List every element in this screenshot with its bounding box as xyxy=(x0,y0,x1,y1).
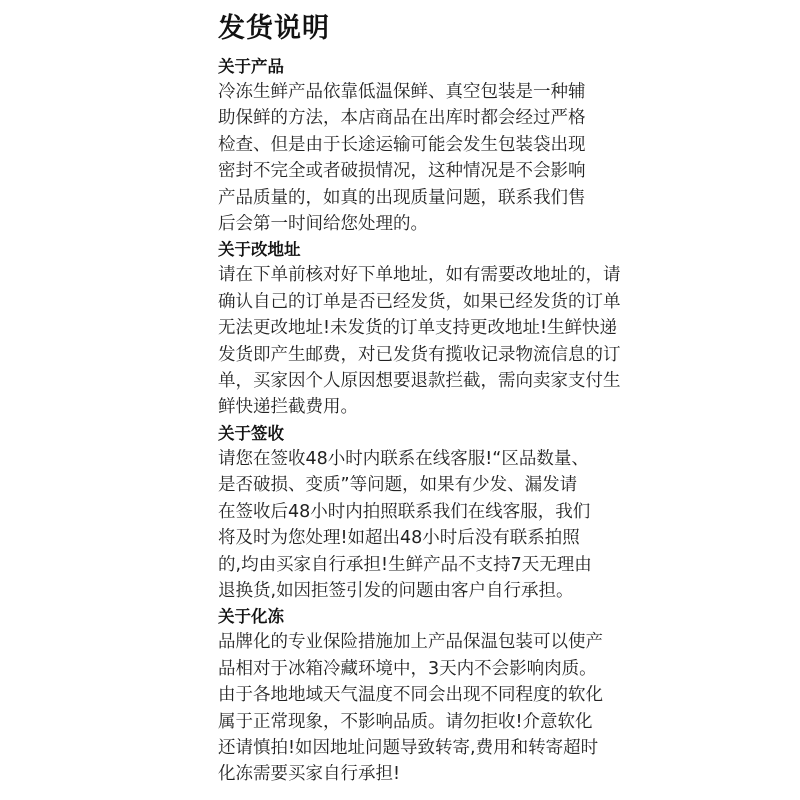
paragraph-line: 在签收后48小时内拍照联系我们在线客服，我们 xyxy=(218,501,591,522)
paragraph-line: 请在下单前核对好下单地址，如有需要改地址的，请 xyxy=(218,265,621,286)
section-about-product xyxy=(218,56,618,237)
paragraph-line: 品相对于冰箱冷藏环境中，3天内不会影响肉质。 xyxy=(218,658,597,679)
paragraph-line: 退换货,如因拒签引发的问题由客户自行承担。 xyxy=(218,580,574,601)
section-about-thawing xyxy=(218,606,618,787)
paragraph-line: 检查、但是由于长途运输可能会发生包装袋出现 xyxy=(218,134,586,155)
shipping-notice-document xyxy=(218,10,621,788)
paragraph-line: 将及时为您处理!如超出48小时后没有联系拍照 xyxy=(218,528,580,549)
paragraph-line: 还请慎拍!如因地址问题导致转寄,费用和转寄超时 xyxy=(218,737,599,758)
section-heading: 关于签收 xyxy=(218,423,284,443)
page-title: 发货说明 xyxy=(218,13,330,44)
paragraph-line: 的,均由买家自行承担!生鲜产品不支持7天无理由 xyxy=(218,554,592,575)
paragraph-line: 请您在签收48小时内联系在线客服!“区品数量、 xyxy=(218,448,589,469)
paragraph-line: 鲜快递拦截费用。 xyxy=(218,397,358,418)
paragraph-line: 无法更改地址!未发货的订单支持更改地址!生鲜快递 xyxy=(218,318,618,339)
paragraph-line: 单，买家因个人原因想要退款拦截，需向卖家支付生 xyxy=(218,371,621,392)
paragraph-line: 发货即产生邮费，对已发货有揽收记录物流信息的订 xyxy=(218,344,621,365)
section-about-address-change xyxy=(218,239,621,420)
paragraph-line: 品牌化的专业保险措施加上产品保温包装可以使产 xyxy=(218,632,603,653)
paragraph-line: 是否破损、变质”等问题，如果有少发、漏发请 xyxy=(218,475,578,496)
paragraph-line: 由于各地地域天气温度不同会出现不同程度的软化 xyxy=(218,685,603,706)
section-about-signing xyxy=(218,423,618,604)
paragraph-line: 产品质量的，如真的出现质量问题，联系我们售 xyxy=(218,187,586,208)
section-heading: 关于产品 xyxy=(218,57,284,76)
section-heading: 关于化冻 xyxy=(218,607,284,627)
paragraph-line: 后会第一时间给您处理的。 xyxy=(218,214,428,235)
paragraph-line: 化冻需要买家自行承担! xyxy=(218,764,401,785)
paragraph-line: 确认自己的订单是否已经发货，如果已经发货的订单 xyxy=(218,291,621,312)
paragraph-line: 属于正常现象，不影响品质。请勿拒收!介意软化 xyxy=(218,711,593,732)
paragraph-line: 密封不完全或者破损情况，这种情况是不会影响 xyxy=(218,161,586,182)
section-heading: 关于改地址 xyxy=(218,240,301,260)
paragraph-line: 冷冻生鲜产品依靠低温保鲜、真空包装是一种辅 xyxy=(218,82,586,102)
paragraph-line: 助保鲜的方法，本店商品在出库时都会经过严格 xyxy=(218,108,586,129)
